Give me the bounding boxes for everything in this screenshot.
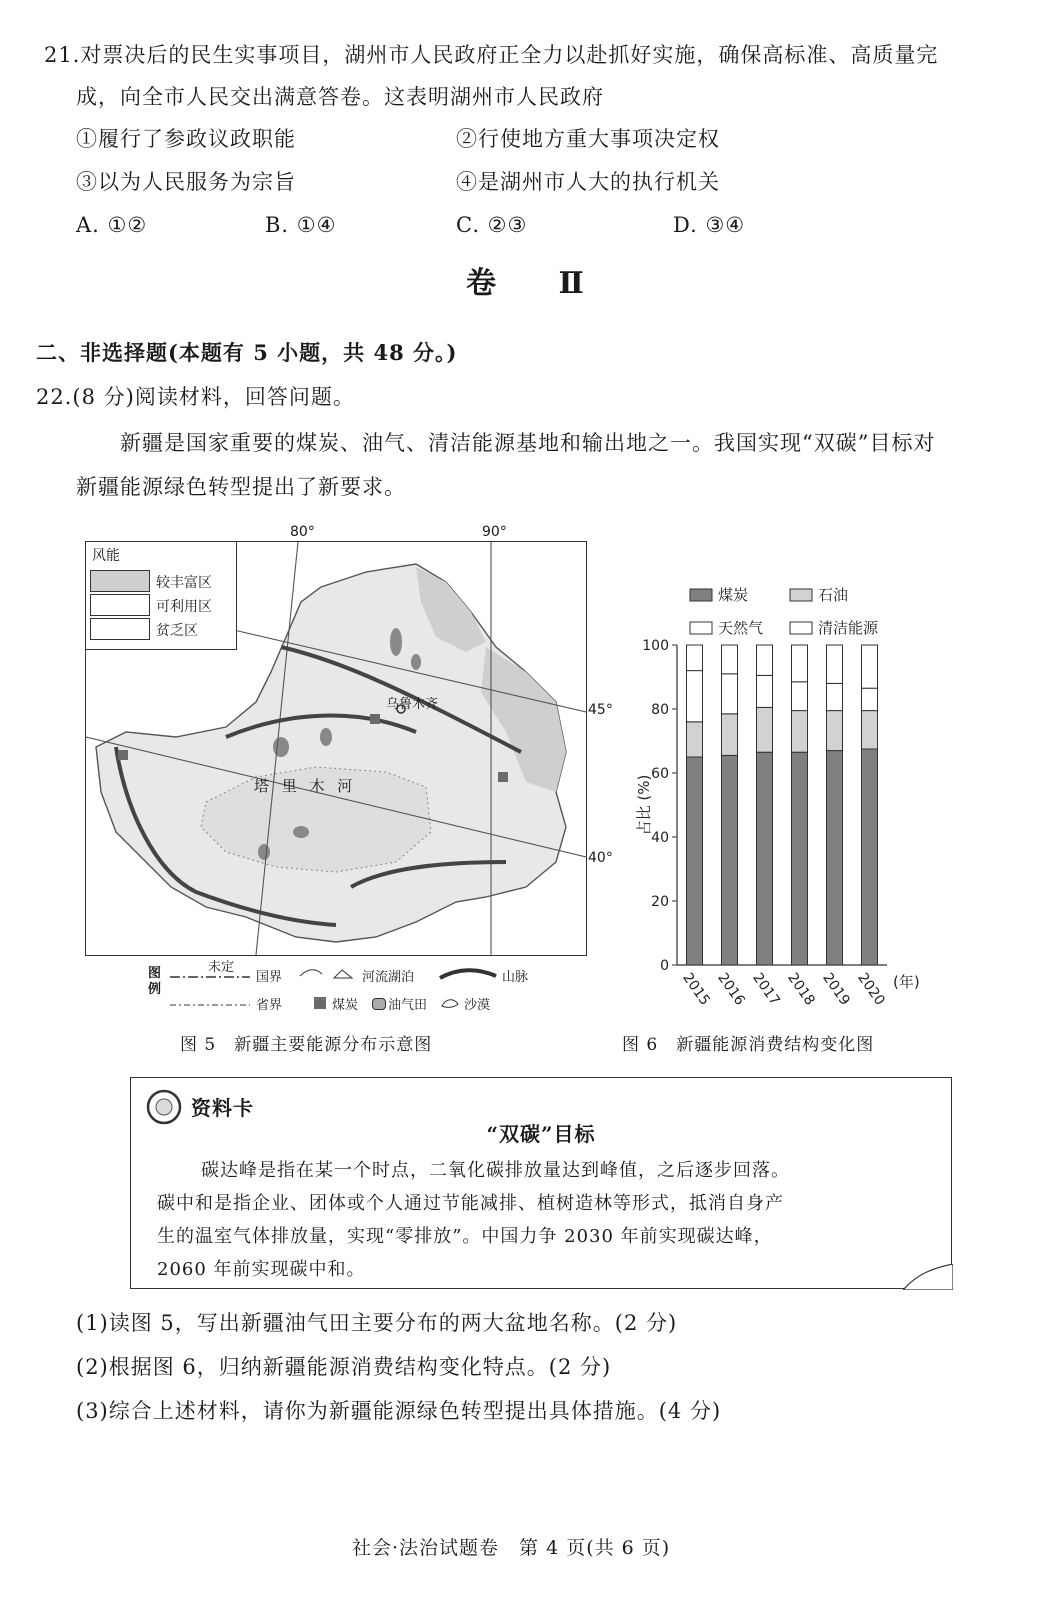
energy-distribution-map [85,541,587,956]
bar-segment [862,645,878,688]
wind-legend-title: 风能 [92,548,120,564]
bar-segment [862,711,878,749]
info-card-header: 资料卡 [191,1096,254,1120]
legend-swatch [690,589,712,601]
lake [293,826,309,838]
lake [411,654,421,670]
y-tick-label: 60 [651,766,669,782]
wind-poor-swatch [90,618,150,640]
q22-sub3: (3)综合上述材料，请你为新疆能源绿色转型提出具体措施。(4 分) [76,1399,722,1423]
bar-segment [757,707,773,752]
bar-segment [687,645,703,671]
coal-marker [370,714,380,724]
q21-choice-d: D. ③④ [673,213,746,237]
wind-rich-label: 较丰富区 [156,575,212,591]
city-label-urumqi: 乌鲁木齐 [386,697,439,712]
energy-consumption-chart [605,575,945,1025]
map-lat45-label: 45° [588,702,613,718]
bar-segment [792,682,808,711]
bar-segment [757,645,773,675]
map-lon80-label: 80° [290,524,315,540]
x-tick-label: 2018 [784,970,818,1009]
figure6-caption: 图 6 新疆能源消费结构变化图 [622,1035,875,1055]
y-tick-label: 40 [651,830,669,846]
bar-segment [757,752,773,965]
info-card-line2: 碳中和是指企业、团体或个人通过节能减排、植树造林等形式，抵消自身产 [157,1193,784,1214]
y-tick-label: 20 [651,894,669,910]
legend-label: 煤炭 [718,586,749,604]
bar-segment [687,671,703,722]
bar-segment [687,722,703,757]
bar-segment [792,752,808,965]
desert-label: 沙漠 [464,998,491,1013]
page-footer: 社会·法治试题卷 第 4 页(共 6 页) [352,1537,671,1559]
legend-label: 天然气 [718,619,764,637]
wind-rich-swatch [90,570,150,592]
x-tick-label: 2019 [819,970,853,1009]
legend-swatch [690,622,712,634]
q22-material-line1: 新疆是国家重要的煤炭、油气、清洁能源基地和输出地之一。我国实现“双碳”目标对 [120,431,936,455]
x-tick-label: 2016 [714,970,748,1009]
q21-stem-line1: 21.对票决后的民生实事项目，湖州市人民政府正全力以赴抓好实施，确保高标准、高质量完 [44,43,939,67]
x-tick-label: 2020 [854,970,888,1009]
provincial-border-label: 省界 [256,998,283,1013]
legend-label: 清洁能源 [818,619,879,637]
y-axis-label: 占比 (%) [635,774,653,836]
rivers-lakes-label: 河流湖泊 [362,970,415,985]
x-tick-label: 2017 [749,970,783,1009]
bar-segment [722,645,738,674]
q21-choice-c: C. ②③ [456,213,528,237]
oil-gas-symbol [372,998,386,1010]
provincial-border-symbol [170,1000,250,1010]
bar-segment [722,755,738,965]
wind-legend [86,542,237,650]
bar-segment [827,711,843,751]
y-tick-label: 100 [642,638,669,654]
q22-material-line2: 新疆能源绿色转型提出了新要求。 [76,475,406,499]
river-label-tarim: 塔 里 木 河 [254,777,357,795]
bar-segment [757,675,773,707]
q21-option-4: ④是湖州市人大的执行机关 [456,170,720,194]
chart-bars [687,645,878,965]
q21-choice-b: B. ①④ [265,213,337,237]
figure5-caption: 图 5 新疆主要能源分布示意图 [180,1035,433,1055]
q22-stem: 22.(8 分)阅读材料，回答问题。 [36,385,355,409]
lake [258,844,270,860]
q21-option-2: ②行使地方重大事项决定权 [456,127,720,151]
info-card-title: “双碳”目标 [486,1122,596,1146]
x-unit-label: (年) [893,973,920,991]
river-lake-symbol [298,966,358,980]
wind-poor-label: 贫乏区 [156,623,198,639]
info-card-line1: 碳达峰是指在某一个时点，二氧化碳排放量达到峰值，之后逐步回落。 [201,1160,790,1181]
y-tick-label: 80 [651,702,669,718]
lake [273,737,289,757]
q22-sub2: (2)根据图 6，归纳新疆能源消费结构变化特点。(2 分) [76,1355,612,1379]
chart-legend [690,586,879,637]
coal-marker [118,750,128,760]
desert-symbol [440,996,460,1010]
info-card-body [157,1154,937,1286]
q22-sub1: (1)读图 5，写出新疆油气田主要分布的两大盆地名称。(2 分) [76,1311,678,1335]
q21-stem-line2: 成，向全市人民交出满意答卷。这表明湖州市人民政府 [76,85,604,109]
y-tick-label: 0 [660,958,669,974]
bar-segment [792,645,808,682]
q21-option-1: ①履行了参政议政职能 [76,127,296,151]
mountains-label: 山脉 [502,970,529,985]
legend-label: 石油 [818,586,849,604]
coal-symbol [314,997,326,1009]
section-title: 卷 Ⅱ [466,266,610,301]
map-lat40-label: 40° [588,850,613,866]
info-card [130,1077,952,1289]
bar-segment [722,674,738,714]
undetermined-label: 未定 [208,960,235,975]
legend-swatch [790,622,812,634]
info-card-line4: 2060 年前实现碳中和。 [157,1259,366,1280]
q21-option-3: ③以为人民服务为宗旨 [76,170,296,194]
wind-legend-usable [90,594,232,616]
bar-segment [687,757,703,965]
national-border-label: 国界 [256,970,283,985]
bar-segment [827,645,843,683]
legend-swatch [790,589,812,601]
bar-segment [827,683,843,710]
wind-legend-rich [90,570,232,592]
wind-legend-poor [90,618,232,640]
part2-heading: 二、非选择题(本题有 5 小题，共 48 分。) [36,340,458,365]
card-curl-decoration [903,1264,953,1290]
lake [320,728,332,746]
map-legend [148,962,588,1020]
wind-usable-label: 可利用区 [156,599,212,615]
bar-segment [722,714,738,756]
bar-segment [827,751,843,965]
bar-segment [862,688,878,710]
bar-segment [792,711,808,753]
info-card-line3: 生的温室气体排放量，实现“零排放”。中国力争 2030 年前实现碳达峰， [157,1226,773,1247]
coal-marker [498,772,508,782]
mountain-symbol [438,966,498,980]
lake [390,628,402,656]
coal-label: 煤炭 [332,998,359,1013]
q21-choice-a: A. ①② [76,213,148,237]
x-tick-label: 2015 [679,970,713,1009]
wind-usable-swatch [90,594,150,616]
oil-gas-label: 油气田 [388,998,428,1013]
map-lon90-label: 90° [482,524,507,540]
map-legend-label: 图例 [148,966,162,997]
bar-segment [862,749,878,965]
